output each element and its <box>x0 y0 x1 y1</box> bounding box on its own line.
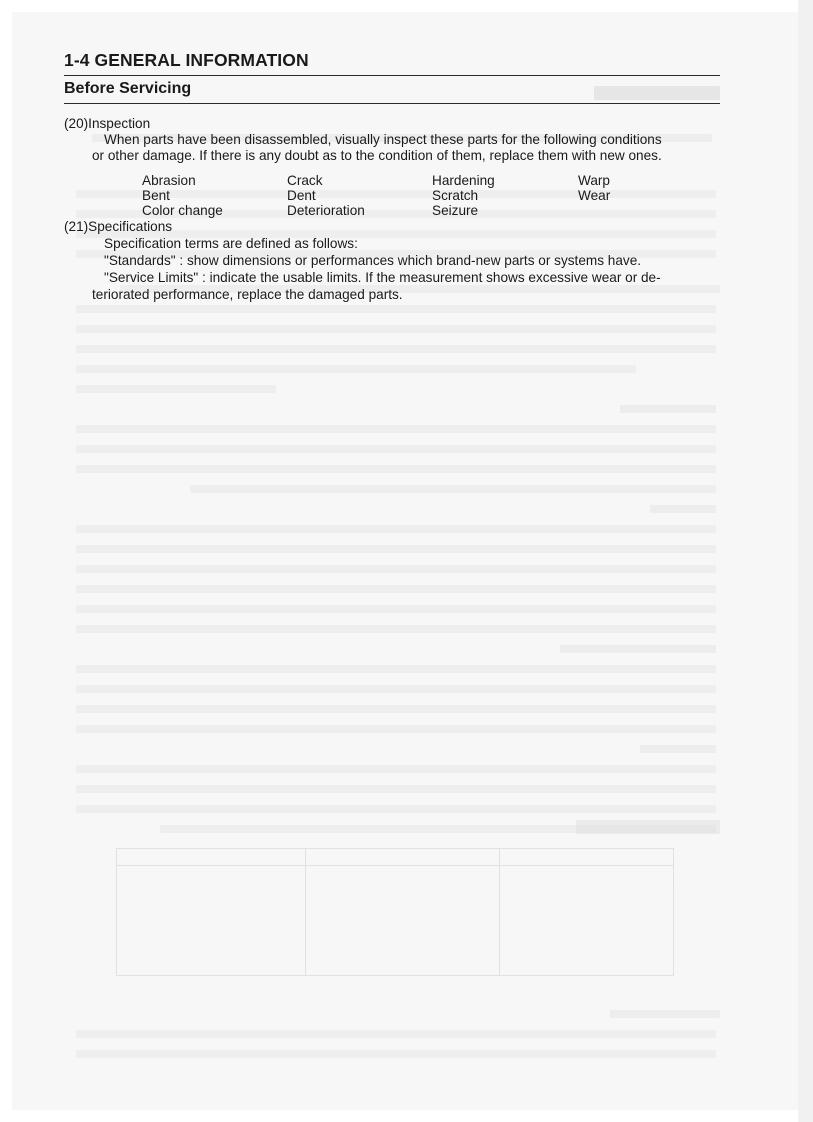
condition-item: Crack <box>287 173 323 188</box>
standards-definition: "Standards" : show dimensions or performances which brand-new parts or systems have. <box>104 253 642 268</box>
service-limits-definition-line-1: "Service Limits" : indicate the usable limits. If the measurement shows excessive wear or de- <box>104 270 661 285</box>
inspection-heading: (20)Inspection <box>64 116 151 131</box>
condition-item: Warp <box>578 173 610 188</box>
condition-item: Bent <box>142 188 170 203</box>
specifications-heading: (21)Specifications <box>64 219 173 234</box>
inspection-body-line-2: or other damage. If there is any doubt as to the condition of them, replace them with new ones. <box>92 148 662 163</box>
service-limits-definition-line-2: teriorated performance, replace the damaged parts. <box>92 287 403 302</box>
header-rule-bottom <box>64 103 720 104</box>
condition-item: Wear <box>578 188 611 203</box>
specifications-intro: Specification terms are defined as follows: <box>104 236 358 251</box>
condition-item: Deterioration <box>287 203 365 218</box>
section-title: 1-4 GENERAL INFORMATION <box>64 50 309 70</box>
condition-item: Scratch <box>432 188 479 203</box>
subsection-title: Before Servicing <box>64 80 192 97</box>
inspection-body-line-1: When parts have been disassembled, visually inspect these parts for the following conditions <box>104 132 662 147</box>
header-rule-top <box>64 75 720 76</box>
condition-item: Seizure <box>432 203 479 218</box>
condition-item: Abrasion <box>142 173 196 188</box>
page-edge <box>798 0 813 1122</box>
condition-item: Dent <box>287 188 316 203</box>
condition-item: Hardening <box>432 173 495 188</box>
condition-item: Color change <box>142 203 223 218</box>
